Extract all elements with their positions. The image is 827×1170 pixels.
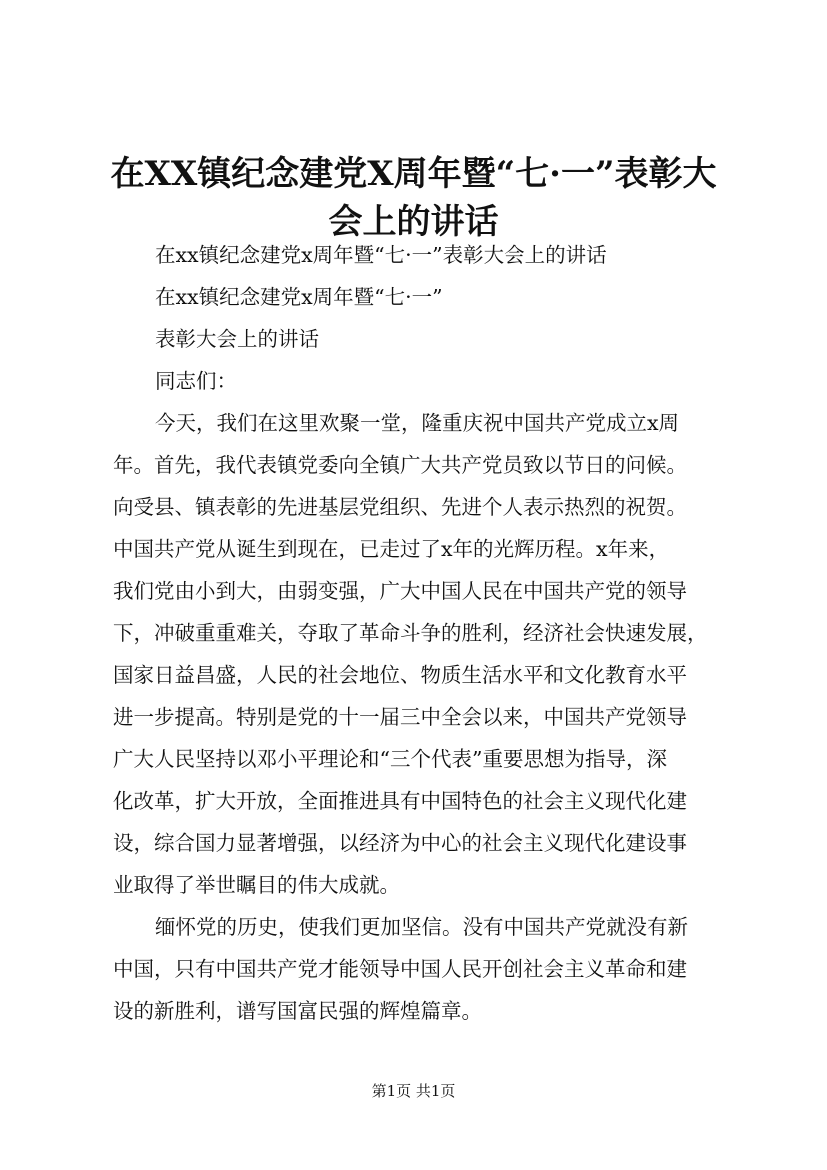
page-footer: 第1页 共1页 (371, 1082, 456, 1100)
title-line-2: 会上的讲话 (328, 202, 499, 242)
paragraph-line: 中国共产党从诞生到现在，已走过了x年的光辉历程。x年来， (113, 537, 670, 561)
paragraph-line: 缅怀党的历史，使我们更加坚信。没有中国共产党就没有新 (155, 915, 688, 939)
paragraph-line: 我们党由小到大，由弱变强，广大中国人民在中国共产党的领导 (113, 579, 687, 603)
paragraph-line: 业取得了举世瞩目的伟大成就。 (113, 873, 400, 897)
paragraph-line: 设，综合国力显著增强，以经济为中心的社会主义现代化建设事 (113, 831, 687, 855)
paragraph-line: 今天，我们在这里欢聚一堂，隆重庆祝中国共产党成立x周 (155, 411, 680, 435)
salutation: 同志们： (155, 369, 237, 393)
paragraph-line: 年。首先，我代表镇党委向全镇广大共产党员致以节日的问候。 (113, 453, 687, 477)
paragraph-line: 进一步提高。特别是党的十一届三中全会以来，中国共产党领导 (113, 705, 687, 729)
paragraph-line: 下，冲破重重难关，夺取了革命斗争的胜利，经济社会快速发展， (113, 621, 708, 645)
document-body (113, 234, 743, 1032)
paragraph-line: 化改革，扩大开放，全面推进具有中国特色的社会主义现代化建 (113, 789, 687, 813)
paragraph-line: 设的新胜利，谱写国富民强的辉煌篇章。 (113, 999, 482, 1023)
title-line-1: 在XX镇纪念建党X周年暨“七·一”表彰大 (110, 154, 717, 194)
paragraph-line: 国家日益昌盛，人民的社会地位、物质生活水平和文化教育水平 (113, 663, 687, 687)
paragraph-line: 向受县、镇表彰的先进基层党组织、先进个人表示热烈的祝贺。 (113, 495, 687, 519)
paragraph-line: 表彰大会上的讲话 (155, 327, 319, 351)
paragraph-line: 在xx镇纪念建党x周年暨“七·一”表彰大会上的讲话 (155, 243, 607, 267)
paragraph-line: 中国，只有中国共产党才能领导中国人民开创社会主义革命和建 (113, 957, 687, 981)
paragraph-line: 广大人民坚持以邓小平理论和“三个代表”重要思想为指导，深 (113, 747, 667, 771)
paragraph-line: 在xx镇纪念建党x周年暨“七·一” (155, 285, 443, 309)
document-title (90, 150, 737, 246)
